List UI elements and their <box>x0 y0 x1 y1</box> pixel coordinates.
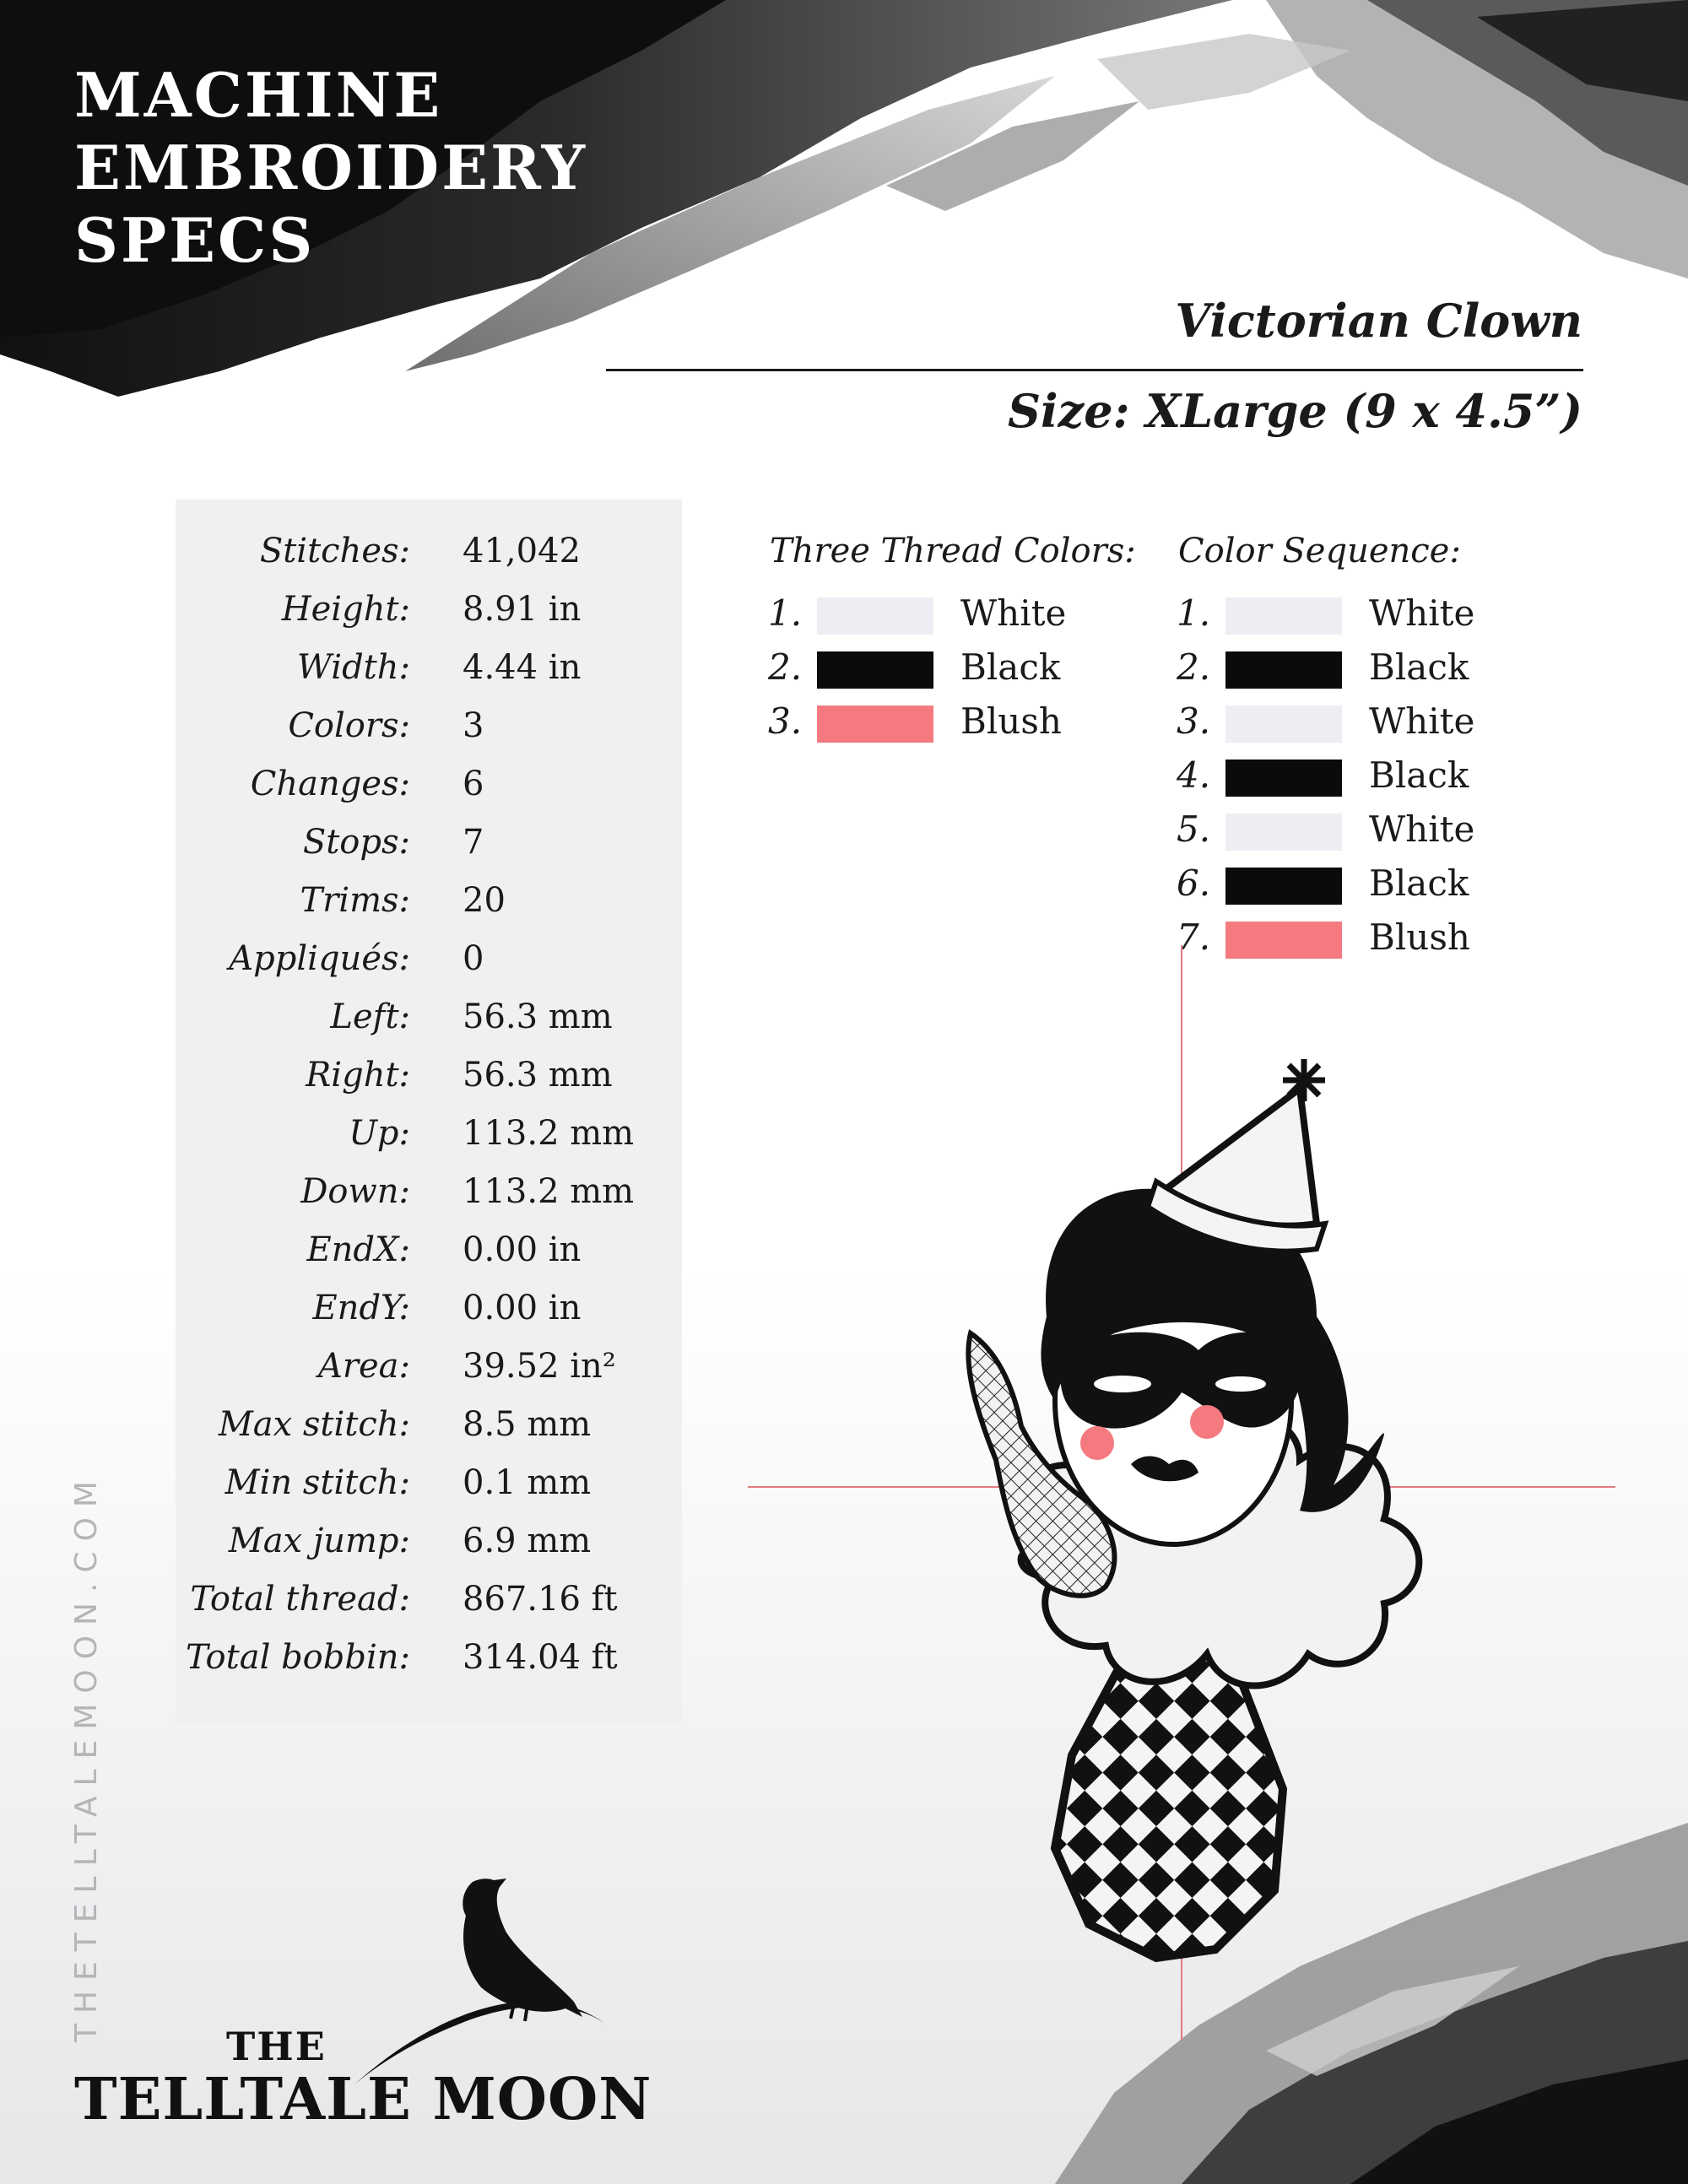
spec-label: Changes: <box>250 765 410 803</box>
spec-label: Total thread: <box>190 1580 410 1619</box>
thread-colors-title: Three Thread Colors: <box>770 532 1136 570</box>
heading-line-2: EMBROIDERY <box>74 132 588 203</box>
spec-value: 0.00 in <box>463 1289 582 1327</box>
color-name: Black <box>1369 646 1469 688</box>
spec-label: Width: <box>296 648 410 687</box>
spec-value: 0 <box>463 939 484 978</box>
spec-label: Total bobbin: <box>185 1638 410 1677</box>
design-name: Victorian Clown <box>1175 294 1582 348</box>
spec-label: EndX: <box>306 1230 410 1269</box>
spec-value: 3 <box>463 706 484 745</box>
spec-value: 7 <box>463 823 484 862</box>
logo-text-the: THE <box>226 2024 327 2069</box>
spec-label: Right: <box>306 1056 410 1095</box>
spec-label: Down: <box>300 1172 410 1211</box>
heading-line-3: SPECS <box>74 204 316 276</box>
spec-value: 6.9 mm <box>463 1522 592 1560</box>
spec-label: Stops: <box>302 823 410 862</box>
spec-label: Stitches: <box>259 532 410 570</box>
color-name: White <box>1369 808 1475 850</box>
spec-value: 0.1 mm <box>463 1463 592 1502</box>
spec-value: 314.04 ft <box>463 1638 618 1677</box>
color-number: 1. <box>1177 592 1211 634</box>
spec-label: Trims: <box>300 881 410 920</box>
color-number: 1. <box>768 592 803 634</box>
spec-value: 39.52 in² <box>463 1347 616 1386</box>
color-number: 6. <box>1177 862 1211 904</box>
spec-value: 0.00 in <box>463 1230 582 1269</box>
spec-value: 56.3 mm <box>463 997 613 1036</box>
spec-value: 867.16 ft <box>463 1580 618 1619</box>
spec-value: 8.91 in <box>463 590 582 629</box>
color-name: Black <box>1369 754 1469 796</box>
color-sequence-title: Color Sequence: <box>1178 532 1461 570</box>
color-number: 3. <box>1177 700 1211 742</box>
spec-label: Max stitch: <box>218 1405 410 1444</box>
color-number: 4. <box>1177 754 1211 796</box>
spec-label: Left: <box>330 997 410 1036</box>
color-name: White <box>960 592 1067 634</box>
spec-value: 6 <box>463 765 484 803</box>
color-name: Blush <box>960 700 1062 742</box>
spec-value: 41,042 <box>463 532 581 570</box>
color-number: 7. <box>1177 916 1211 958</box>
spec-label: Min stitch: <box>225 1463 410 1502</box>
spec-label: Colors: <box>288 706 410 745</box>
color-name: White <box>1369 592 1475 634</box>
design-size: Size: XLarge (9 x 4.5”) <box>1008 384 1582 438</box>
spec-value: 113.2 mm <box>463 1114 635 1153</box>
spec-value: 8.5 mm <box>463 1405 592 1444</box>
spec-label: Area: <box>317 1347 410 1386</box>
spec-label: EndY: <box>312 1289 410 1327</box>
spec-label: Up: <box>349 1114 410 1153</box>
spec-label: Max jump: <box>228 1522 410 1560</box>
spec-label: Appliqués: <box>229 939 410 978</box>
spec-value: 56.3 mm <box>463 1056 613 1095</box>
spec-label: Height: <box>281 590 410 629</box>
color-name: Black <box>960 646 1061 688</box>
color-number: 5. <box>1177 808 1211 850</box>
spec-value: 20 <box>463 881 506 920</box>
website-url: THETELLTALEMOON.COM <box>69 1471 104 2042</box>
color-number: 2. <box>1177 646 1211 688</box>
color-number: 3. <box>768 700 803 742</box>
color-name: Blush <box>1369 916 1470 958</box>
color-name: Black <box>1369 862 1469 904</box>
heading-line-1: MACHINE <box>74 59 443 131</box>
logo-text-name: TELLTALE MOON <box>74 2066 652 2133</box>
color-name: White <box>1369 700 1475 742</box>
color-number: 2. <box>768 646 803 688</box>
spec-value: 113.2 mm <box>463 1172 635 1211</box>
spec-value: 4.44 in <box>463 648 582 687</box>
